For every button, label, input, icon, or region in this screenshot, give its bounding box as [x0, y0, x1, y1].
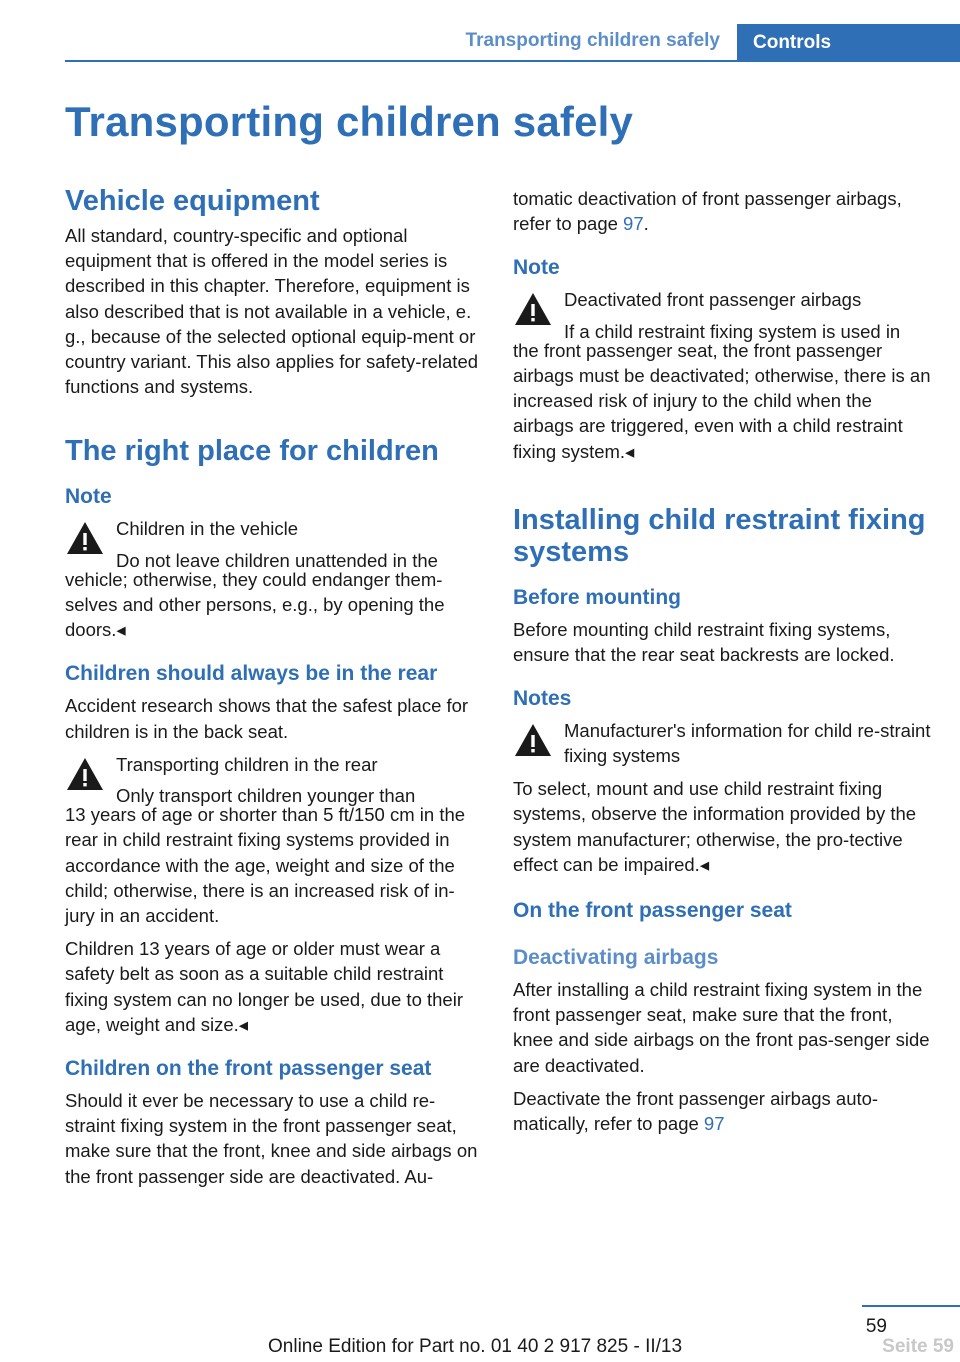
heading-before-mounting: Before mounting — [513, 585, 681, 609]
warning-title: Manufacturer's information for child re-straint fixing systems — [564, 720, 931, 767]
heading-right-place: The right place for children — [65, 435, 439, 468]
warning-body: the front passenger seat, the front passenger airbags must be deactivated; otherwise, there is an increased risk of injury to the child when the airbags are triggered, even with a child restraint fixing system.◂ — [513, 339, 931, 462]
warning-triangle-icon — [65, 756, 105, 792]
warning-triangle-icon — [513, 291, 553, 327]
warning-triangle-icon — [65, 520, 105, 556]
watermark: Seite 59 — [882, 1336, 954, 1357]
paragraph-select-mount: To select, mount and use child restraint fixing systems, observe the information provided by the system manufacturer; otherwise, the pro-tective effect can be impaired.◂ — [513, 778, 917, 875]
heading-front-seat: On the front passenger seat — [513, 899, 792, 923]
paragraph-rear: Accident research shows that the safest place for children is in the back seat. — [65, 695, 469, 742]
paragraph-after-installing: After installing a child restraint fixing system in the front passenger seat, make sure that the front, knee and side airbags on the front pas-senger side are deactivated. — [513, 979, 930, 1076]
header-tab-controls[interactable]: Controls — [737, 24, 960, 62]
warning-body-first-line: If a child restraint fixing system is used in — [564, 320, 901, 342]
warning-body: 13 years of age or shorter than 5 ft/150 cm in the rear in child restraint fixing systems provided in accordance with the age, weight and size of the child; otherwise, there is an increased risk of in-jury in an accident. — [65, 804, 466, 927]
heading-note: Note — [65, 485, 112, 509]
header-section-label: Transporting children safely — [465, 30, 720, 51]
warning-title: Children in the vehicle — [116, 518, 299, 540]
paragraph-vehicle-equipment: All standard, country-specific and optional equipment that is offered in the model series is described in this chapter. Therefore, equipment is also described that is not available in a vehicle, e. g., because of the selected optional equip-ment or country variant. This also applies for safety-related functions and systems. — [65, 225, 479, 398]
paragraph-continued: tomatic deactivation of front passenger airbags, refer to page 97. — [513, 188, 902, 235]
warning-triangle-icon — [513, 722, 553, 758]
heading-installing: Installing child restraint fixing systems — [513, 503, 926, 568]
page-link-97[interactable]: 97 — [703, 1113, 725, 1135]
warning-transport-rear — [65, 752, 483, 808]
warning-title: Deactivated front passenger airbags — [564, 289, 862, 311]
paragraph-front-passenger: Should it ever be necessary to use a child re-straint fixing system in the front passenger seat, make sure that the front, knee and side airbags on the front passenger side are deactivated. Au- — [65, 1090, 478, 1187]
warning-children-in-vehicle — [65, 516, 483, 572]
left-column — [65, 185, 483, 1197]
right-column — [513, 186, 931, 1144]
page-link-97[interactable]: 97 — [623, 213, 644, 235]
warning-title: Transporting children in the rear — [116, 753, 378, 775]
warning-deactivated-airbags — [513, 287, 931, 343]
warning-body: vehicle; otherwise, they could endanger them-selves and other persons, e.g., by opening the doors.◂ — [65, 568, 445, 641]
heading-children-rear: Children should always be in the rear — [65, 662, 438, 686]
heading-vehicle-equipment: Vehicle equipment — [65, 185, 320, 217]
warning-manufacturer-info — [513, 718, 931, 772]
footer-rule — [862, 1305, 960, 1307]
page-number: 59 — [865, 1316, 887, 1337]
heading-front-passenger: Children on the front passenger seat — [65, 1057, 432, 1081]
warning-body-first-line: Only transport children younger than — [116, 785, 416, 807]
footer-edition: Online Edition for Part no. 01 40 2 917 825 - II/13 — [268, 1336, 683, 1357]
paragraph-13-years: Children 13 years of age or older must wear a safety belt as soon as a suitable child restraint fixing system can no longer be used, due to their age, weight and size.◂ — [65, 938, 463, 1035]
paragraph-before-mounting: Before mounting child restraint fixing systems, ensure that the rear seat backrests are locked. — [513, 618, 895, 666]
warning-body-first-line: Do not leave children unattended in the — [116, 549, 438, 571]
heading-notes: Notes — [513, 687, 572, 711]
heading-note-right: Note — [513, 256, 560, 280]
paragraph-deactivate: Deactivate the front passenger airbags auto-matically, refer to page 97 — [513, 1087, 879, 1135]
page-title: Transporting children safely — [65, 98, 634, 145]
heading-deactivating-airbags: Deactivating airbags — [513, 946, 719, 970]
